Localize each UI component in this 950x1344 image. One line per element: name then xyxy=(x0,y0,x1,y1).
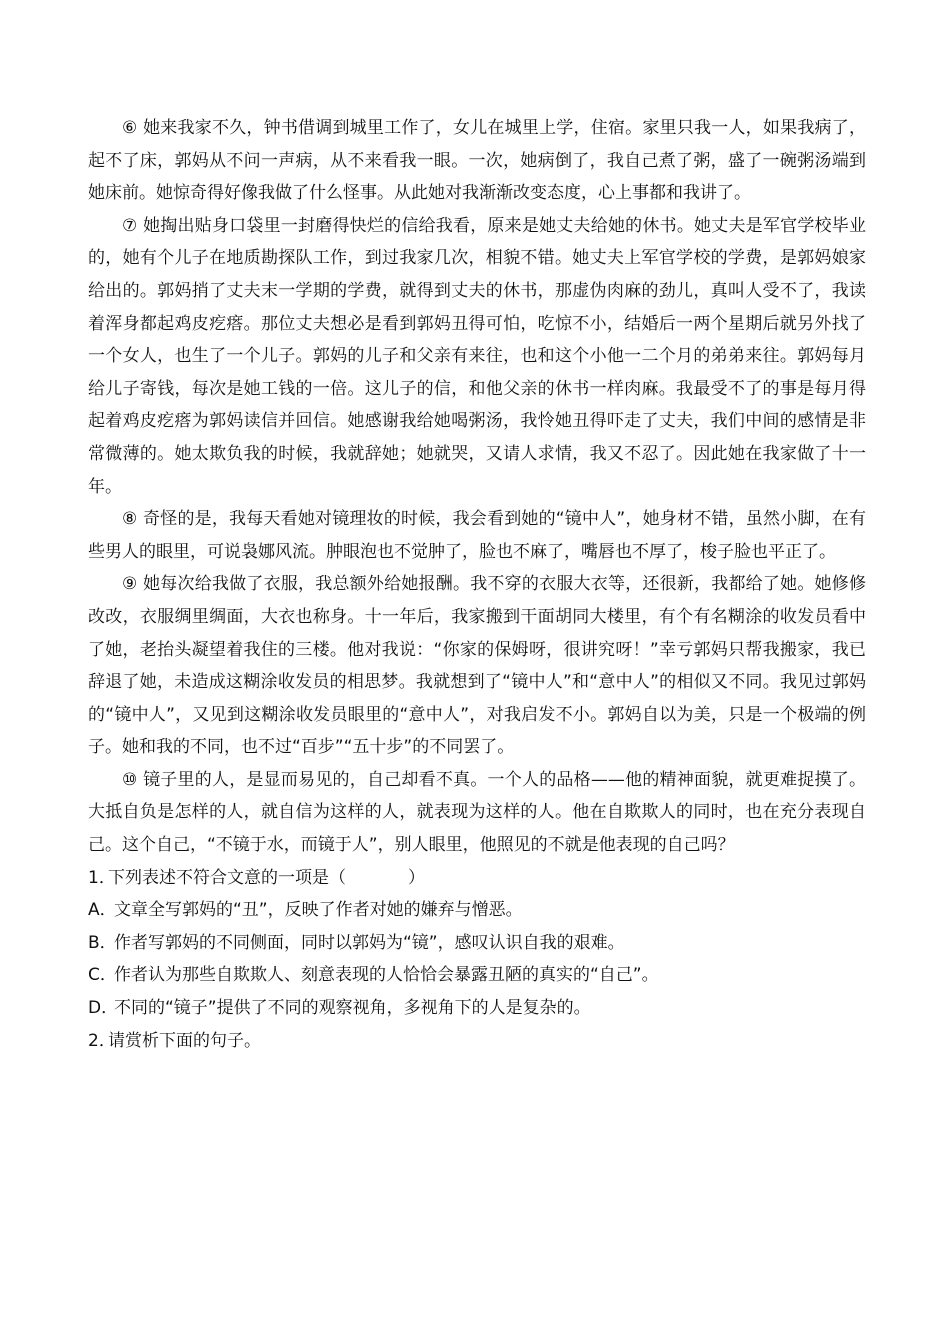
question-2 xyxy=(88,1025,866,1058)
paragraph-7: ⑦ 她掏出贴身口袋里一封磨得快烂的信给我看，原来是她丈夫给她的休书。她丈夫是军官学校毕业的，她有个儿子在地质勘探队工作，到过我家几次，相貌不错。她丈夫上军官学校的学费，是郭妈娘家给出的。郭妈捎了丈夫末一学期的学费，就得到丈夫的休书，那虚伪肉麻的劲儿，真叫人受不了，我读着浑身都起鸡皮疙瘩。那位丈夫想必是看到郭妈丑得可怕，吃惊不小，结婚后一两个星期后就另外找了一个女人，也生了一个儿子。郭妈的儿子和父亲有来往，也和这个小他一二个月的弟弟来往。郭妈每月给儿子寄钱，每次是她工钱的一倍。这儿子的信，和他父亲的休书一样肉麻。我最受不了的事是每月得起着鸡皮疙瘩为郭妈读信并回信。她感谢我给她喝粥汤，我怜她丑得吓走了丈夫，我们中间的感情是非常微薄的。她太欺负我的时候，我就辞她；她就哭，又请人求情，我又不忍了。因此她在我家做了十一年。 xyxy=(88,215,866,497)
option-c xyxy=(88,959,866,992)
question-number: 2． xyxy=(88,1030,116,1051)
question-number: 1． xyxy=(88,867,116,888)
question-stem: 请赏析下面的句子。 xyxy=(108,1030,261,1051)
option-text: 作者写郭妈的不同侧面，同时以郭妈为“镜”，感叹认识自我的艰难。 xyxy=(114,932,625,953)
paragraph-8: ⑧ 奇怪的是，我每天看她对镜理妆的时候，我会看到她的“镜中人”，她身材不错，虽然小脚，在有些男人的眼里，可说袅娜风流。肿眼泡也不觉肿了，脸也不麻了，嘴唇也不厚了，梭子脸也平正了。 xyxy=(88,509,866,562)
option-d xyxy=(88,992,866,1025)
option-text: 不同的“镜子”提供了不同的观察视角，多视角下的人是复杂的。 xyxy=(114,998,591,1019)
question-stem: 下列表述不符合文意的一项是（ xyxy=(108,867,346,888)
question-1 xyxy=(88,862,866,895)
option-letter: D． xyxy=(88,998,119,1019)
paragraph-6: ⑥ 她来我家不久，钟书借调到城里工作了，女儿在城里上学，住宿。家里只我一人，如果我病了，起不了床，郭妈从不问一声病，从不来看我一眼。一次，她病倒了，我自己煮了粥，盛了一碗粥汤端到她床前。她惊奇得好像我做了什么怪事。从此她对我渐渐改变态度，心上事都和我讲了。 xyxy=(88,118,866,204)
option-letter: A． xyxy=(88,900,117,921)
document-page xyxy=(88,112,866,1057)
option-a xyxy=(88,894,866,927)
question-close-paren: ） xyxy=(408,867,425,888)
option-text: 文章全写郭妈的“丑”，反映了作者对她的嫌弃与憎恶。 xyxy=(114,900,523,921)
option-letter: B． xyxy=(88,932,117,953)
option-letter: C． xyxy=(88,965,117,986)
paragraph-10: ⑩ 镜子里的人，是显而易见的，自己却看不真。一个人的品格——他的精神面貌，就更难捉摸了。大抵自负是怎样的人，就自信为这样的人，就表现为这样的人。他在自欺欺人的同时，也在充分表现自己。这个自己，“不镜于水，而镜于人”，别人眼里，他照见的不就是他表现的自己吗？ xyxy=(88,769,866,856)
paragraph-9: ⑨ 她每次给我做了衣服，我总额外给她报酬。我不穿的衣服大衣等，还很新，我都给了她。她修修改改，衣服绸里绸面，大衣也称身。十一年后，我家搬到干面胡同大楼里，有个有名糊涂的收发员看中了她，老抬头凝望着我住的三楼。他对我说：“你家的保姆呀，很讲究呀！”幸亏郭妈只帮我搬家，我已辞退了她，未造成这糊涂收发员的相思梦。我就想到了“镜中人”和“意中人”的相似又不同。我见过郭妈的“镜中人”，又见到这糊涂收发员眼里的“意中人”，对我启发不小。郭妈自以为美，只是一个极端的例子。她和我的不同，也不过“百步”“五十步”的不同罢了。 xyxy=(88,574,866,758)
option-b xyxy=(88,927,866,960)
option-text: 作者认为那些自欺欺人、刻意表现的人恰恰会暴露丑陋的真实的“自己”。 xyxy=(114,965,659,986)
